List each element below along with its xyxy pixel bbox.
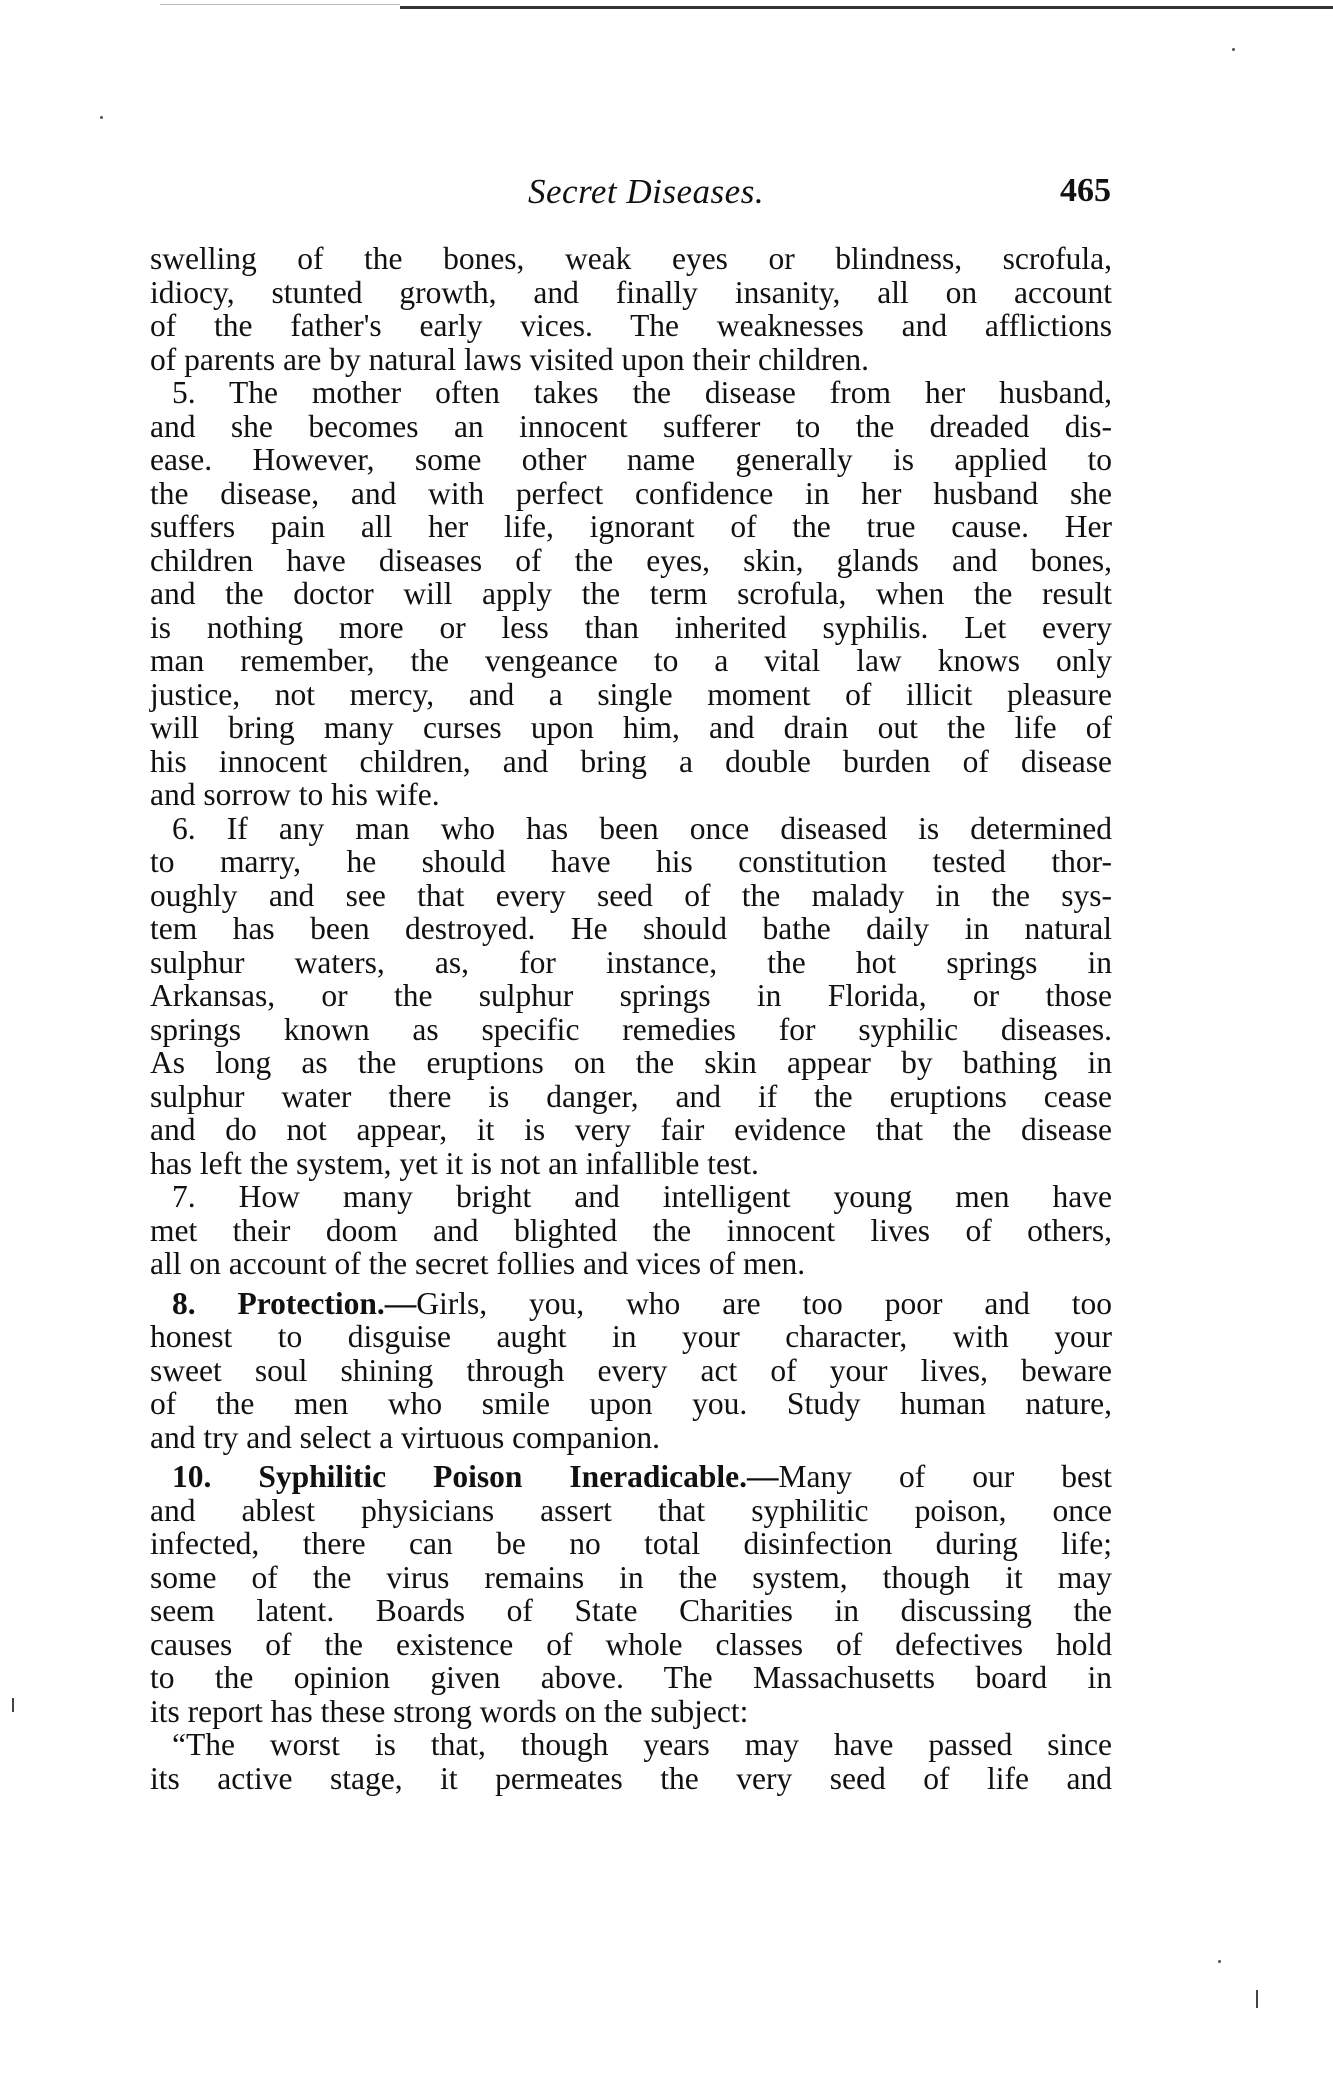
top-edge-rule	[400, 6, 1333, 9]
line-text: justice, not mercy, and a single moment of illicit pleasure	[150, 676, 1112, 712]
line-text: tem has been destroyed. He should bathe daily in natural	[150, 911, 1112, 946]
text-line	[150, 812, 1112, 846]
line-text: 6. If any man who has been once diseased is determined	[172, 810, 1112, 846]
text-line	[150, 276, 1112, 310]
line-text: to the opinion given above. The Massachusetts board in	[150, 1660, 1112, 1695]
text-line	[150, 1695, 1112, 1729]
text-line	[150, 845, 1112, 879]
text-line	[150, 1320, 1112, 1354]
line-text: of the men who smile upon you. Study human nature,	[150, 1386, 1112, 1421]
line-text: met their doom and blighted the innocent lives of others,	[150, 1212, 1112, 1248]
text-line	[150, 1046, 1112, 1080]
line-text: and ablest physicians assert that syphilitic poison, once	[150, 1492, 1112, 1528]
line-text: infected, there can be no total disinfection during life;	[150, 1526, 1112, 1561]
line-text: will bring many curses upon him, and drain out the life of	[150, 710, 1112, 745]
text-line	[150, 1180, 1112, 1214]
margin-mark	[12, 1698, 14, 1712]
line-text: to marry, he should have his constitution tested thor-	[150, 844, 1112, 879]
line-text: his innocent children, and bring a double burden of disease	[150, 743, 1112, 779]
text-line	[150, 544, 1112, 578]
text-line	[150, 1762, 1112, 1796]
line-text: Girls, you, who are too poor and too	[416, 1285, 1112, 1321]
text-line	[150, 879, 1112, 913]
text-line	[150, 577, 1112, 611]
text-line	[150, 1354, 1112, 1388]
margin-mark	[1256, 1990, 1258, 2008]
line-text: 7. How many bright and intelligent young men have	[172, 1179, 1112, 1214]
text-line	[150, 745, 1112, 779]
text-line	[150, 912, 1112, 946]
text-line	[150, 343, 1112, 377]
paragraph-heading: 10. Syphilitic Poison Ineradicable.—	[172, 1459, 779, 1494]
running-head	[0, 172, 1333, 222]
line-text: honest to disguise aught in your character, with your	[150, 1319, 1112, 1354]
line-text: sweet soul shining through every act of your lives, beware	[150, 1352, 1112, 1388]
top-edge-mark	[160, 4, 400, 5]
print-speck	[1218, 1960, 1221, 1963]
text-line	[150, 1460, 1112, 1494]
line-text: is nothing more or less than inherited syphilis. Let every	[150, 609, 1112, 645]
text-line	[150, 1421, 1112, 1455]
line-text: of the father's early vices. The weaknesses and afflictions	[150, 308, 1112, 343]
line-text: and do not appear, it is very fair evidence that the disease	[150, 1112, 1112, 1147]
line-text: sulphur waters, as, for instance, the hot springs in	[150, 944, 1112, 980]
text-line	[150, 678, 1112, 712]
text-line	[150, 1561, 1112, 1595]
line-text: Many of our best	[778, 1459, 1112, 1494]
line-text: sulphur water there is danger, and if the eruptions cease	[150, 1078, 1112, 1114]
text-line	[150, 611, 1112, 645]
line-text: has left the system, yet it is not an infallible test.	[150, 1145, 759, 1181]
print-speck	[1232, 48, 1235, 51]
line-text: its active stage, it permeates the very seed of life and	[150, 1760, 1112, 1796]
paragraph-heading: 8. Protection.—	[172, 1285, 417, 1321]
line-text: swelling of the bones, weak eyes or blindness, scrofula,	[150, 241, 1112, 276]
text-line	[150, 1387, 1112, 1421]
text-line	[150, 309, 1112, 343]
line-text: As long as the eruptions on the skin appear by bathing in	[150, 1045, 1112, 1080]
text-line	[150, 1113, 1112, 1147]
text-line	[150, 376, 1112, 410]
print-speck	[100, 116, 103, 119]
text-line	[150, 979, 1112, 1013]
line-text: the disease, and with perfect confidence in her husband she	[150, 475, 1112, 511]
text-line	[150, 477, 1112, 511]
text-line	[150, 1661, 1112, 1695]
text-line	[150, 510, 1112, 544]
line-text: oughly and see that every seed of the malady in the sys-	[150, 877, 1112, 913]
line-text: man remember, the vengeance to a vital law knows only	[150, 643, 1112, 678]
line-text: idiocy, stunted growth, and finally insanity, all on account	[150, 274, 1112, 310]
text-line	[150, 1594, 1112, 1628]
text-line	[150, 778, 1112, 812]
running-title: Secret Diseases.	[528, 172, 765, 211]
text-line	[150, 1494, 1112, 1528]
line-text: children have diseases of the eyes, skin, glands and bones,	[150, 542, 1112, 578]
line-text: and try and select a virtuous companion.	[150, 1419, 660, 1455]
text-line	[150, 644, 1112, 678]
line-text: suffers pain all her life, ignorant of the true cause. Her	[150, 509, 1112, 544]
text-line	[150, 1147, 1112, 1181]
text-line	[150, 1247, 1112, 1281]
text-line	[150, 1013, 1112, 1047]
line-text: 5. The mother often takes the disease from her husband,	[172, 375, 1112, 410]
text-line	[150, 711, 1112, 745]
text-line	[150, 1527, 1112, 1561]
line-text: Arkansas, or the sulphur springs in Florida, or those	[150, 978, 1112, 1013]
line-text: all on account of the secret follies and vices of men.	[150, 1246, 806, 1281]
text-line	[150, 946, 1112, 980]
line-text: its report has these strong words on the subject:	[150, 1693, 749, 1729]
text-line	[150, 410, 1112, 444]
line-text: some of the virus remains in the system, though it may	[150, 1559, 1112, 1595]
text-line	[150, 1728, 1112, 1762]
page-number: 465	[1060, 172, 1111, 209]
text-line	[150, 1287, 1112, 1321]
line-text: seem latent. Boards of State Charities in discussing the	[150, 1593, 1112, 1628]
text-line	[150, 242, 1112, 276]
text-line	[150, 1628, 1112, 1662]
text-line	[150, 443, 1112, 477]
line-text: springs known as specific remedies for syphilic diseases.	[150, 1011, 1112, 1047]
text-line	[150, 1080, 1112, 1114]
line-text: ease. However, some other name generally is applied to	[150, 442, 1112, 477]
text-line	[150, 1214, 1112, 1248]
line-text: “The worst is that, though years may have passed since	[172, 1727, 1112, 1762]
line-text: and sorrow to his wife.	[150, 777, 440, 812]
line-text: and the doctor will apply the term scrofula, when the result	[150, 576, 1112, 611]
body-text	[150, 242, 1112, 1795]
line-text: and she becomes an innocent sufferer to the dreaded dis-	[150, 408, 1112, 444]
line-text: causes of the existence of whole classes of defectives hold	[150, 1626, 1112, 1662]
line-text: of parents are by natural laws visited upon their children.	[150, 341, 870, 377]
